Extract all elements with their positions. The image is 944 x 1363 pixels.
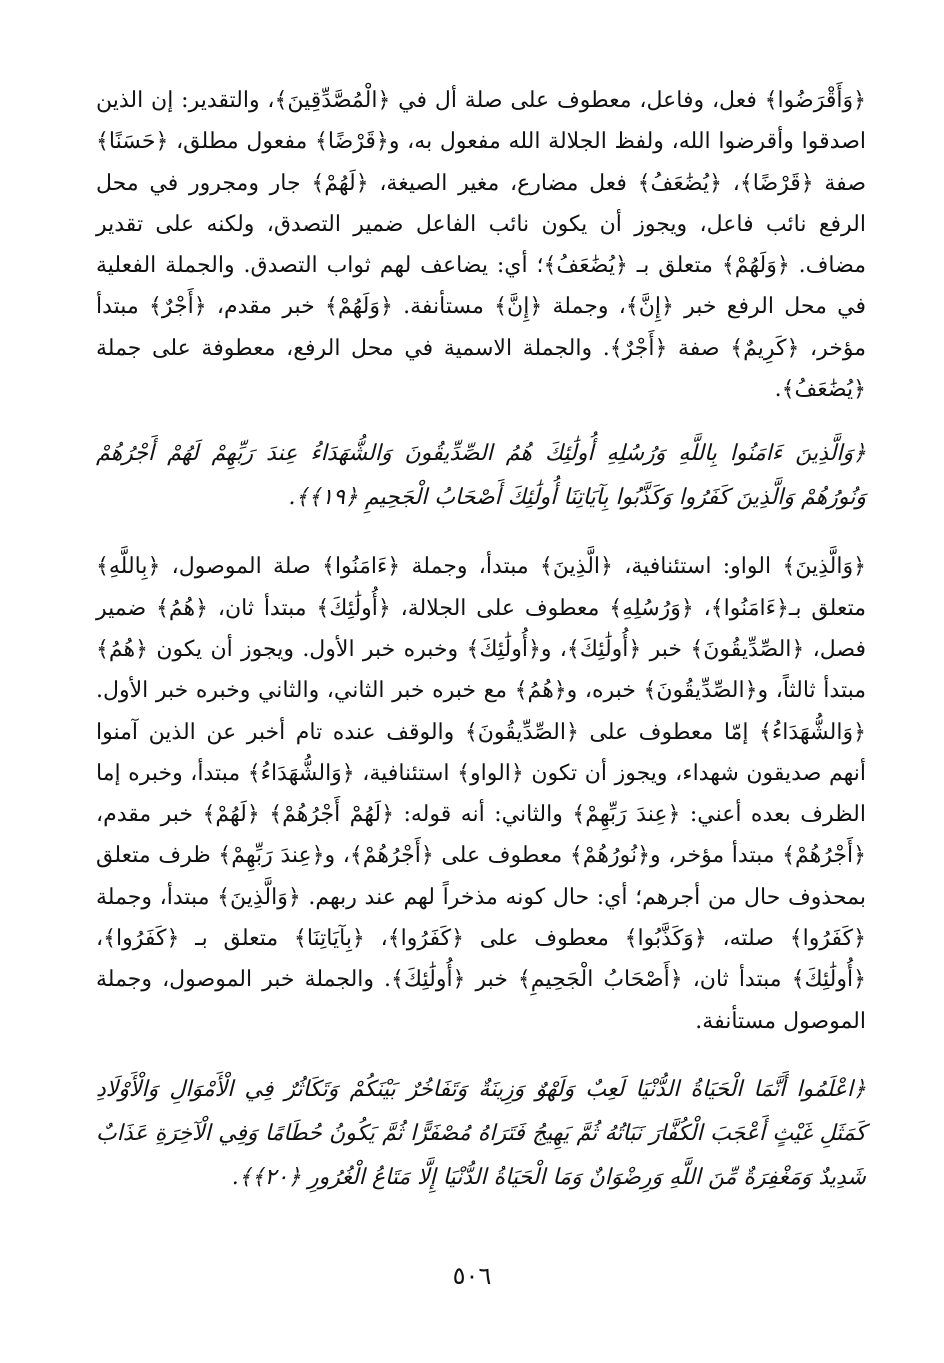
quran-verse-20: ﴿اعْلَمُوا أَنَّمَا الْحَيَاةُ الدُّنْيَا لَعِبٌ وَلَهْوٌ وَزِينَةٌ وَتَفَاخُرٌ بَيْنَكُمْ وَتَكَاثُرٌ فِي الْأَمْوَالِ وَالْأَوْلَادِ كَمَثَلِ غَيْثٍ أَعْجَبَ الْكُفَّارَ نَبَاتُهُ ثُمَّ يَهِيجُ فَتَرَاهُ مُصْفَرًّا ثُمَّ يَكُونُ حُطَامًا وَفِي الْآخِرَةِ عَذَابٌ شَدِيدٌ وَمَغْفِرَةٌ مِّنَ اللَّهِ وَرِضْوَانٌ وَمَا الْحَيَاةُ الدُّنْيَا إِلَّا مَتَاعُ الْغُرُورِ ﴿٢٠﴾﴾.	[96, 1076, 866, 1190]
quran-verse-19: ﴿وَالَّذِينَ ءَامَنُوا بِاللَّهِ وَرُسُلِهِ أُولَٰئِكَ هُمُ الصِّدِّيقُونَ وَالشُّهَدَاءُ عِندَ رَبِّهِمْ لَهُمْ أَجْرُهُمْ وَنُورُهُمْ وَالَّذِينَ كَفَرُوا وَكَذَّبُوا بِآيَاتِنَا أُولَٰئِكَ أَصْحَابُ الْجَحِيمِ ﴿١٩﴾﴾.	[96, 441, 866, 511]
page-number: ٥٠٦	[452, 1262, 492, 1290]
grammar-paragraph-1: ﴿وَأَقْرَضُوا﴾ فعل، وفاعل، معطوف على صلة أل في ﴿الْمُصَّدِّقِينَ﴾، والتقدير: إن الذين اصدقوا وأقرضوا الله، ولفظ الجلالة الله مفعول به، و﴿قَرْضًا﴾ مفعول مطلق، ﴿حَسَنًا﴾ صفة ﴿قَرْضًا﴾، ﴿يُضَٰعَفُ﴾ فعل مضارع، مغير الصيغة، ﴿لَهُمْ﴾ جار ومجرور في محل الرفع نائب فاعل، ويجوز أن يكون نائب الفاعل ضمير التصدق، ولكنه على تقدير مضاف. ﴿وَلَهُمْ﴾ متعلق بـ ﴿يُضَٰعَفُ﴾؛ أي: يضاعف لهم ثواب التصدق. والجملة الفعلية في محل الرفع خبر ﴿إِنَّ﴾، وجملة ﴿إِنَّ﴾ مستأنفة. ﴿وَلَهُمْ﴾ خبر مقدم، ﴿أَجْرٌ﴾ مبتدأ مؤخر، ﴿كَرِيمٌ﴾ صفة ﴿أَجْرٌ﴾. والجملة الاسمية في محل الرفع، معطوفة على جملة ﴿يُضَٰعَفُ﴾.	[96, 88, 866, 403]
page-body	[96, 80, 866, 1200]
grammar-paragraph-2: ﴿وَالَّذِينَ﴾ الواو: استئنافية، ﴿الَّذِينَ﴾ مبتدأ، وجملة ﴿ءَامَنُوا﴾ صلة الموصول، ﴿بِاللَّهِ﴾ متعلق بـ﴿ءَامَنُوا﴾، ﴿وَرُسُلِهِ﴾ معطوف على الجلالة، ﴿أُولَٰئِكَ﴾ مبتدأ ثان، ﴿هُمُ﴾ ضمير فصل، ﴿الصِّدِّيقُونَ﴾ خبر ﴿أُولَٰئِكَ﴾، و﴿أُولَٰئِكَ﴾ وخبره خبر الأول. ويجوز أن يكون ﴿هُمُ﴾ مبتدأ ثالثاً، و﴿الصِّدِّيقُونَ﴾ خبره، و﴿هُمُ﴾ مع خبره خبر الثاني، والثاني وخبره خبر الأول. ﴿وَالشُّهَدَاءُ﴾ إمّا معطوف على ﴿الصِّدِّيقُونَ﴾ والوقف عنده تام أخبر عن الذين آمنوا أنهم صديقون شهداء، ويجوز أن تكون ﴿الواو﴾ استئنافية، ﴿وَالشُّهَدَاءُ﴾ مبتدأ، وخبره إما الظرف بعده أعني: ﴿عِندَ رَبِّهِمْ﴾ والثاني: أنه قوله: ﴿لَهُمْ أَجْرُهُمْ﴾ ﴿لَهُمْ﴾ خبر مقدم، ﴿أَجْرُهُمْ﴾ مبتدأ مؤخر، و﴿نُورُهُمْ﴾ معطوف على ﴿أَجْرُهُمْ﴾، و﴿عِندَ رَبِّهِمْ﴾ ظرف متعلق بمحذوف حال من أجرهم؛ أي: حال كونه مذخراً لهم عند ربهم. ﴿وَالَّذِينَ﴾ مبتدأ، وجملة ﴿كَفَرُوا﴾ صلته، ﴿وَكَذَّبُوا﴾ معطوف على ﴿كَفَرُوا﴾، ﴿بِآيَاتِنَا﴾ متعلق بـ ﴿كَفَرُوا﴾، ﴿أُولَٰئِكَ﴾ مبتدأ ثان، ﴿أَصْحَابُ الْجَحِيمِ﴾ خبر ﴿أُولَٰئِكَ﴾. والجملة خبر الموصول، وجملة الموصول مستأنفة.	[96, 554, 867, 1034]
